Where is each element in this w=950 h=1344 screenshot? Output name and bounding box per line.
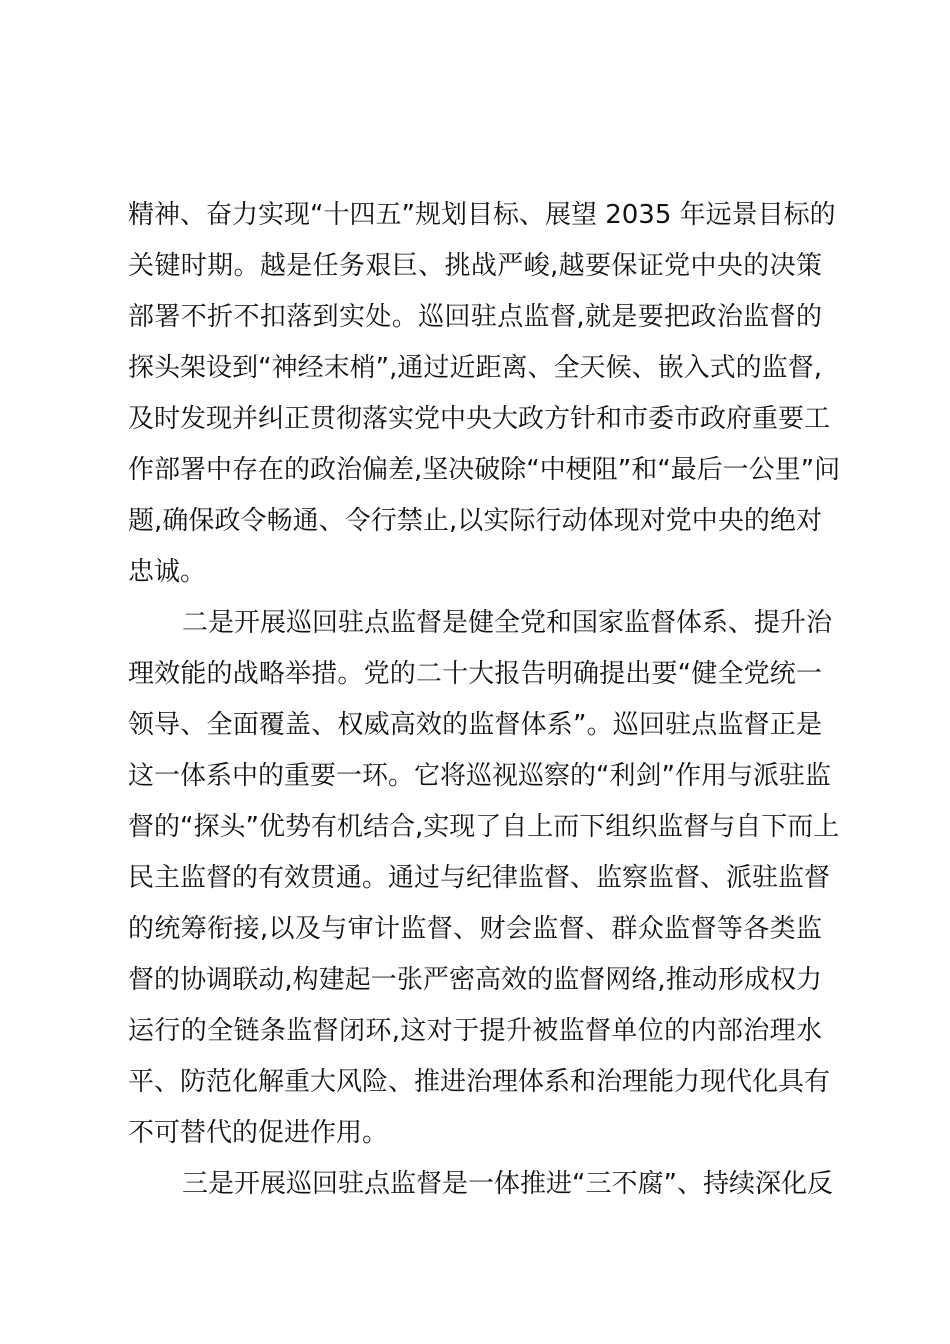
- document-page: [128, 190, 841, 1210]
- text-line: 的统筹衔接,以及与审计监督、财会监督、群众监督等各类监: [128, 914, 822, 944]
- text-line: 题,确保政令畅通、令行禁止,以实际行动体现对党中央的绝对: [128, 506, 822, 536]
- text-line: 探头架设到“神经末梢”,通过近距离、全天候、嵌入式的监督,: [128, 353, 822, 383]
- text-line: 督的协调联动,构建起一张严密高效的监督网络,推动形成权力: [128, 965, 822, 995]
- text-line: 这一体系中的重要一环。它将巡视巡察的“利剑”作用与派驻监: [128, 761, 831, 791]
- paragraph-start-line: 二是开展巡回驻点监督是健全党和国家监督体系、提升治: [182, 608, 833, 638]
- text-line: 督的“探头”优势有机结合,实现了自上而下组织监督与自下而上: [128, 812, 840, 842]
- text-line: 精神、奋力实现“十四五”规划目标、展望 2035 年远景目标的: [128, 200, 836, 230]
- text-line: 平、防范化解重大风险、推进治理体系和治理能力现代化具有: [128, 1067, 831, 1097]
- text-line: 运行的全链条监督闭环,这对于提升被监督单位的内部治理水: [128, 1016, 822, 1046]
- text-line: 不可替代的促进作用。: [128, 1118, 389, 1148]
- text-line: 忠诚。: [128, 557, 207, 587]
- text-line: 部署不折不扣落到实处。巡回驻点监督,就是要把政治监督的: [128, 302, 822, 332]
- paragraph-start-line: 三是开展巡回驻点监督是一体推进“三不腐”、持续深化反: [182, 1169, 833, 1199]
- text-line: 关键时期。越是任务艰巨、挑战严峻,越要保证党中央的决策: [128, 251, 822, 281]
- text-line: 作部署中存在的政治偏差,坚决破除“中梗阻”和“最后一公里”问: [128, 455, 841, 485]
- text-line: 理效能的战略举措。党的二十大报告明确提出要“健全党统一: [128, 659, 822, 689]
- text-line: 民主监督的有效贯通。通过与纪律监督、监察监督、派驻监督: [128, 863, 831, 893]
- text-line: 领导、全面覆盖、权威高效的监督体系”。巡回驻点监督正是: [128, 710, 822, 740]
- text-line: 及时发现并纠正贯彻落实党中央大政方针和市委市政府重要工: [128, 404, 831, 434]
